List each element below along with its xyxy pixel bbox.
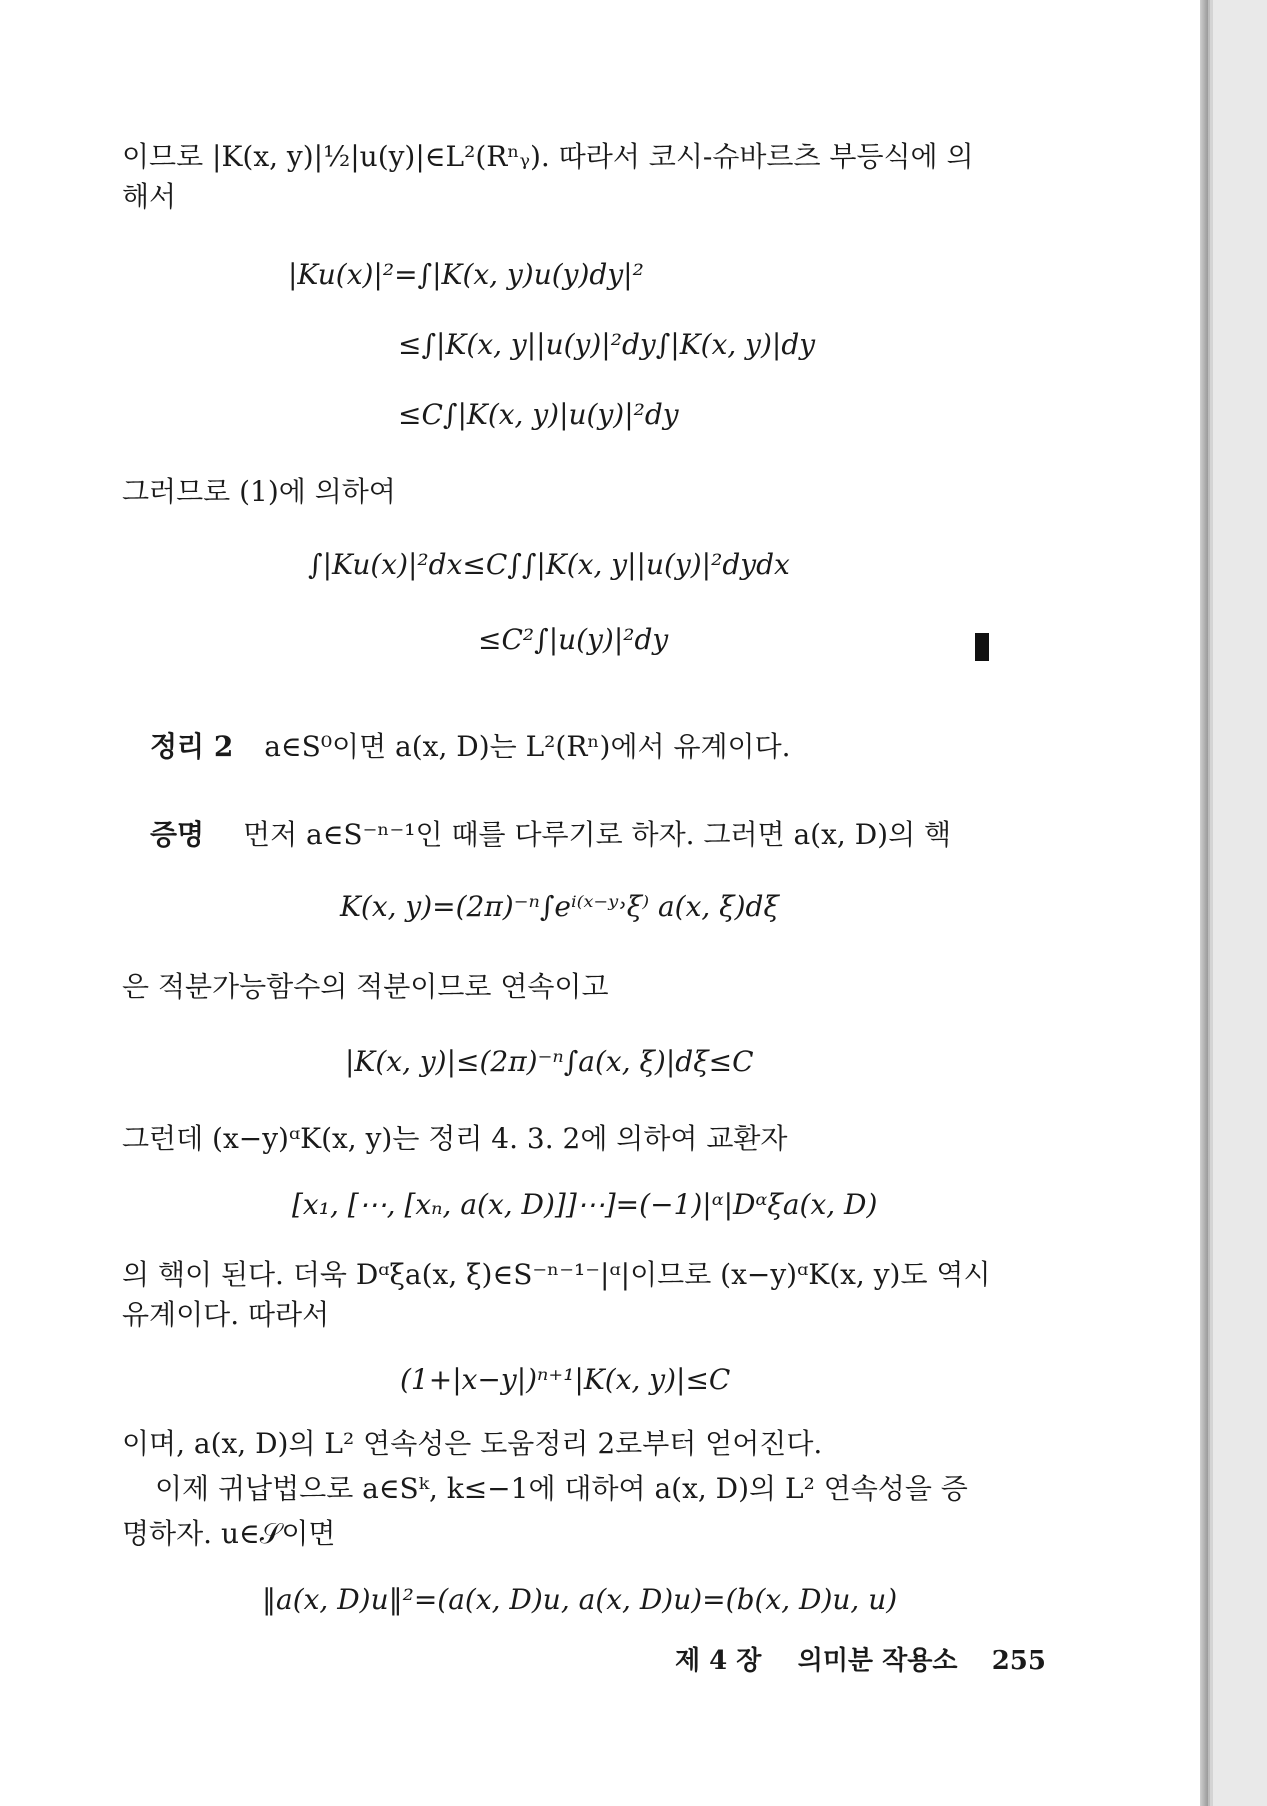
text-line-4: 은 적분가능함수의 적분이므로 연속이고 [122, 970, 609, 1003]
theorem-2 [150, 730, 791, 764]
theorem-label: 정리 2 [150, 730, 234, 763]
chapter-label: 제 4 장 [675, 1646, 762, 1676]
text-line-7: 유계이다. 따라서 [122, 1298, 330, 1331]
text-line-3: 그러므로 (1)에 의하여 [122, 475, 396, 508]
text-line-6: 의 핵이 된다. 더욱 Dᵅξa(x, ξ)∈S⁻ⁿ⁻¹⁻|ᵅ|이므로 (x−y)ᵅK(x, y)도 역시 [122, 1258, 991, 1291]
equation-2b: ≤C²∫|u(y)|²dy [478, 623, 669, 656]
equation-1c: ≤C∫|K(x, y)|u(y)|²dy [398, 398, 679, 431]
equation-1a: |Ku(x)|²=∫|K(x, y)u(y)dy|² [288, 258, 644, 291]
equation-2a: ∫|Ku(x)|²dx≤C∫∫|K(x, y||u(y)|²dydx [308, 548, 790, 581]
text-line-1: 이므로 |K(x, y)|½|u(y)|∈L²(Rⁿᵧ). 따라서 코시-슈바르츠 부등식에 의 [122, 140, 974, 173]
text-line-10: 명하자. u∈𝒮이면 [122, 1517, 336, 1550]
qed-mark [975, 633, 989, 661]
proof-start [150, 818, 951, 852]
equation-5: [x₁, [⋯, [xₙ, a(x, D)]]⋯]=(−1)|ᵅ|Dᵅξa(x, D) [292, 1188, 878, 1221]
theorem-body: a∈S⁰이면 a(x, D)는 L²(Rⁿ)에서 유계이다. [264, 730, 791, 763]
text-line-5: 그런데 (x−y)ᵅK(x, y)는 정리 4. 3. 2에 의하여 교환자 [122, 1122, 788, 1155]
page-number: 255 [991, 1646, 1046, 1676]
text-line-8: 이며, a(x, D)의 L² 연속성은 도움정리 2로부터 얻어진다. [122, 1427, 823, 1460]
text-line-9: 이제 귀납법으로 a∈Sᵏ, k≤−1에 대하여 a(x, D)의 L² 연속성을 증 [155, 1472, 968, 1505]
equation-1b: ≤∫|K(x, y||u(y)|²dy∫|K(x, y)|dy [398, 328, 816, 361]
equation-4: |K(x, y)|≤(2π)⁻ⁿ∫a(x, ξ)|dξ≤C [345, 1045, 754, 1078]
equation-7: ‖a(x, D)u‖²=(a(x, D)u, a(x, D)u)=(b(x, D)u, u) [262, 1583, 898, 1616]
proof-body: 먼저 a∈S⁻ⁿ⁻¹인 때를 다루기로 하자. 그러면 a(x, D)의 핵 [243, 818, 952, 851]
equation-3: K(x, y)=(2π)⁻ⁿ∫eⁱ⁽ˣ⁻ʸ˒ξ⁾ a(x, ξ)dξ [340, 890, 779, 923]
page-edge-shadow [1200, 0, 1208, 1806]
chapter-title: 의미분 작용소 [797, 1646, 958, 1676]
proof-label: 증명 [150, 818, 205, 851]
text-line-2: 해서 [122, 180, 177, 213]
running-footer [675, 1640, 1046, 1677]
equation-6: (1+|x−y|)ⁿ⁺¹|K(x, y)|≤C [400, 1363, 731, 1396]
